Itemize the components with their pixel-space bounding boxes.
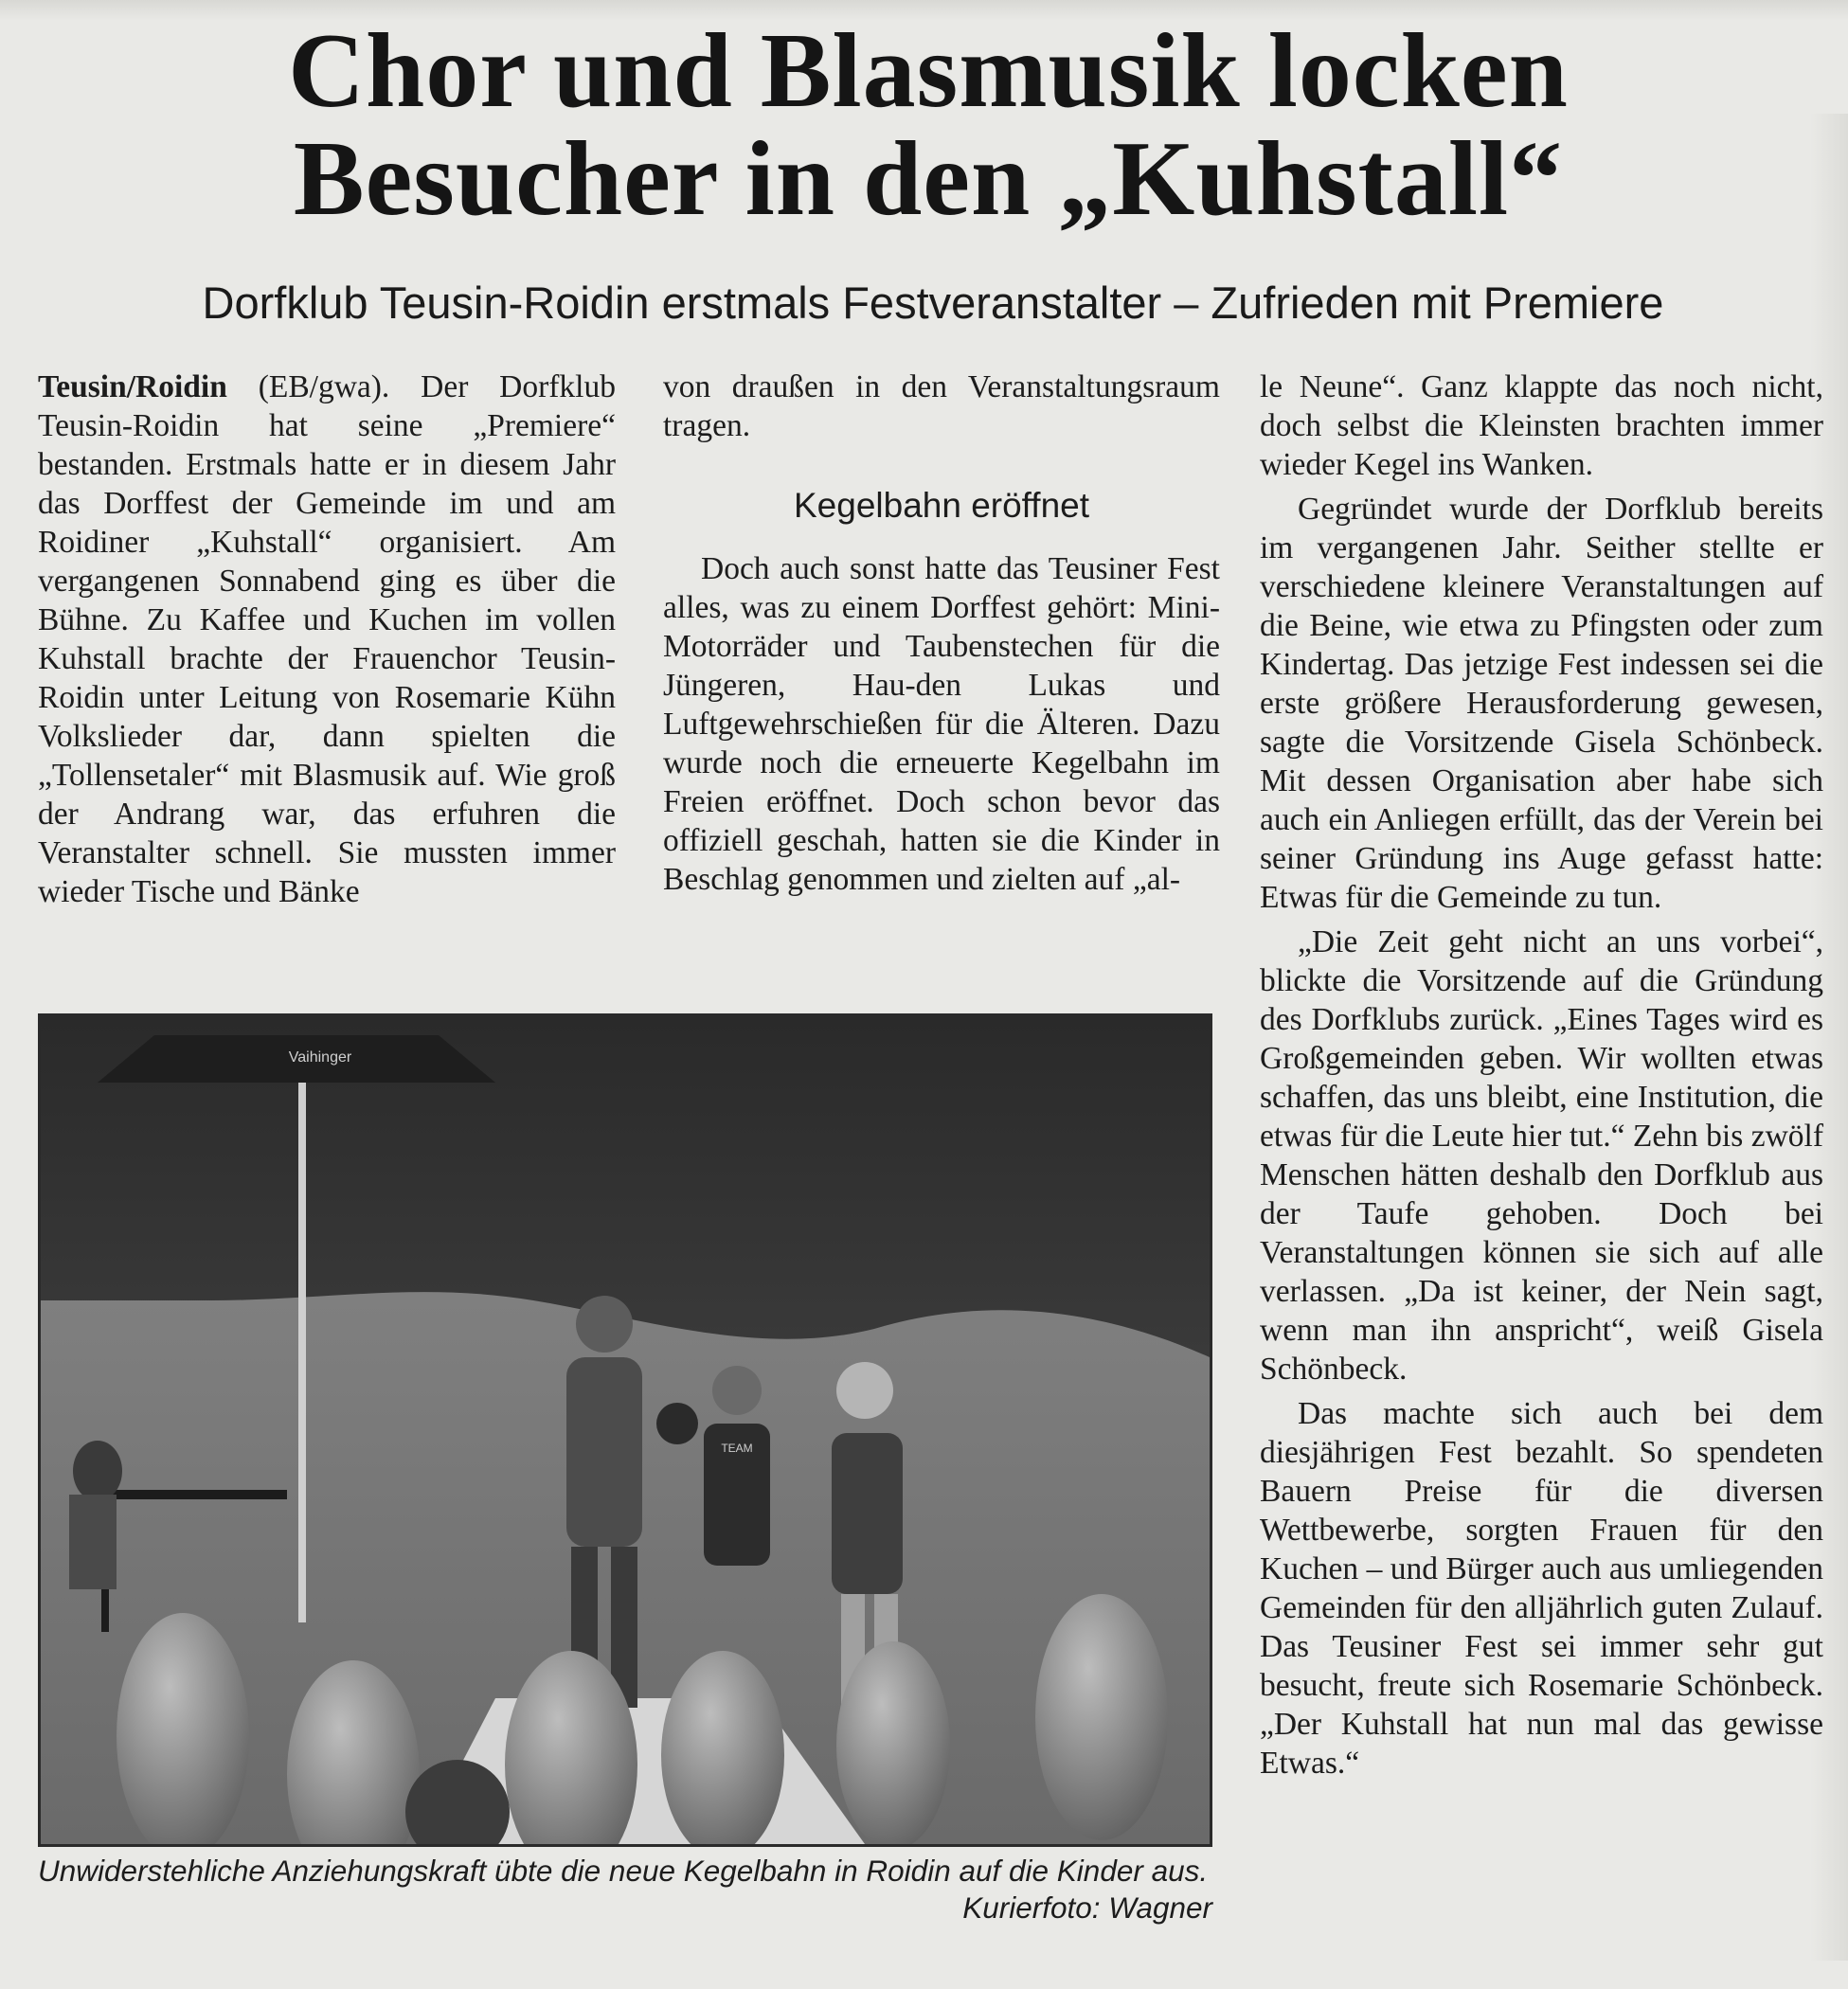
subheadline: Dorfklub Teusin-Roidin erstmals Festveranstalter – Zufrieden mit Premiere — [202, 278, 1664, 328]
paragraph: Gegründet wurde der Dorfklub bereits im vergangenen Jahr. Seither stellte er verschiedene kleinere Veranstaltungen auf die Beine, wie etwa zu Pfingsten oder zum Kindertag. Das jetzige Fest indessen sei die erste größere Herausforderung gewesen, sagte die Vorsitzende Gisela Schönbeck. Mit dessen Organisation aber habe sich auch ein Anliegen erfüllt, das der Verein bei seiner Gründung ins Auge gefasst hatte: Etwas für die Gemeinde zu tun. — [1260, 492, 1823, 915]
girl-bowler — [832, 1433, 903, 1594]
headline-line-2: Besucher in den „Kuhstall“ — [293, 120, 1564, 238]
teen-head — [576, 1296, 633, 1353]
seated-child — [73, 1441, 122, 1501]
shirt-text: TEAM — [721, 1442, 753, 1455]
section-subhead: Kegelbahn eröffnet — [793, 486, 1090, 525]
bowling-pin — [836, 1641, 950, 1844]
seated-child-body — [69, 1495, 117, 1589]
teen-bowler — [566, 1357, 642, 1547]
news-photo — [38, 1013, 1212, 1847]
girl-head — [836, 1362, 893, 1419]
bowling-pin — [1035, 1594, 1168, 1840]
paragraph-text: (EB/gwa). Der Dorfklub Teusin-Roidin hat seine „Premiere“ bestanden. Erstmals hatte er in diesem Jahr das Dorffest der Gemeinde im und am Roidiner „Kuhstall“ organisiert. Am vergangenen Sonnabend ging es über die Bühne. Zu Kaffee und Kuchen im vollen Kuhstall brachte der Frauenchor Teusin-Roidin unter Leitung von Rosemarie Kühn Volkslieder dar, dann spielten die „Tollensetaler“ mit Blasmusik auf. Wie groß der Andrang war, das erfuhren die Veranstalter schnell. Sie mussten immer wieder Tische und Bänke — [38, 369, 616, 909]
photo-caption — [38, 1853, 1212, 1925]
photo-credit: Kurierfoto: Wagner — [962, 1890, 1212, 1925]
dateline: Teusin/Roidin — [38, 369, 227, 404]
column-1 — [38, 367, 616, 911]
paragraph: Das machte sich auch bei dem diesjährigen Fest bezahlt. So spendeten Bauern Preise für die diversen Wettbewerbe, sorgten Frauen für den Kuchen – und Bürger auch aus umliegenden Gemeinden für den alljährlich guten Zulauf. Das Teusiner Fest sei immer sehr gut besucht, freute sich Rosemarie Schönbeck. „Der Kuhstall hat nun mal das gewisse Etwas.“ — [1260, 1396, 1823, 1781]
umbrella-pole — [298, 1083, 306, 1622]
headline — [114, 12, 1743, 238]
paragraph — [38, 367, 616, 911]
boy-head — [712, 1366, 762, 1415]
column-2 — [663, 367, 1220, 899]
bowling-ball — [656, 1403, 698, 1444]
table-top — [98, 1490, 287, 1499]
paragraph: „Die Zeit geht nicht an uns vorbei“, blickte die Vorsitzende auf die Gründung des Dorfklubs zurück. „Eines Tages wird es Großgemeinden geben. Wir wollten etwas schaffen, das uns bleibt, eine Institution, die etwas für die Leute hier tut.“ Zehn bis zwölf Menschen hätten deshalb den Dorfklub aus der Taufe gehoben. Doch bei Veranstaltungen können sie sich auf alle verlassen. „Da ist keiner, der Nein sagt, wenn man ihn anspricht“, weiß Gisela Schönbeck. — [1260, 924, 1823, 1387]
paragraph: le Neune“. Ganz klappte das noch nicht, doch selbst die Kleinsten brachten immer wieder Kegel ins Wanken. — [1260, 369, 1823, 482]
headline-line-1: Chor und Blasmusik locken — [288, 12, 1569, 130]
paragraph: von draußen in den Veranstaltungsraum tragen. — [663, 369, 1220, 443]
paragraph: Doch auch sonst hatte das Teusiner Fest alles, was zu einem Dorffest gehört: Mini-Motorräder und Taubenstechen für die Jüngeren, Hau-den Lukas und Luftgewehrschießen für die Älteren. Dazu wurde noch die erneuerte Kegelbahn im Freien eröffnet. Doch schon bevor das offiziell geschah, hatten sie die Kinder in Beschlag genommen und zielten auf „al- — [663, 551, 1220, 897]
column-3 — [1260, 367, 1823, 1783]
umbrella-text: Vaihinger — [288, 1049, 352, 1066]
photo-illustration — [41, 1016, 1210, 1844]
caption-text: Unwiderstehliche Anziehungskraft übte die neue Kegelbahn in Roidin auf die Kinder aus. — [38, 1854, 1209, 1888]
